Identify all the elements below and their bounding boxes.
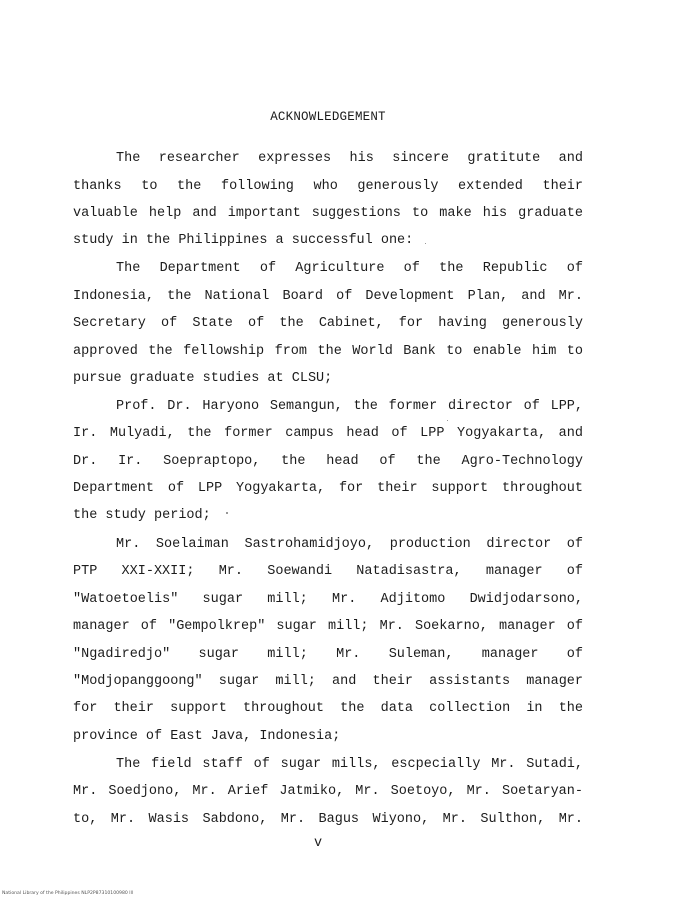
text-line: approved the fellowship from the World Bank to enable him to	[73, 344, 583, 359]
text-line: Mr. Soelaiman Sastrohamidjoyo, production director of	[116, 537, 583, 552]
text-line: The Department of Agriculture of the Republic of	[116, 261, 583, 276]
scan-speck	[226, 512, 228, 514]
text-line: the study period;	[73, 508, 211, 523]
scan-speck	[425, 243, 426, 244]
text-line: for their support throughout the data collection in the	[73, 701, 583, 716]
text-line: The researcher expresses his sincere gratitute and	[116, 151, 583, 166]
library-footer: National Library of the Philippines NLP2P87310100980 lll	[2, 891, 134, 896]
text-line: Dr. Ir. Soepraptopo, the head of the Agro-Technology	[73, 454, 583, 469]
text-line: "Modjopanggoong" sugar mill; and their assistants manager	[73, 674, 583, 689]
text-line: study in the Philippines a successful one:	[73, 233, 414, 248]
text-line: Indonesia, the National Board of Development Plan, and Mr.	[73, 289, 583, 304]
text-line: "Ngadiredjo" sugar mill; Mr. Suleman, manager of	[73, 647, 583, 662]
text-line: Ir. Mulyadi, the former campus head of LPP Yogyakarta, and	[73, 426, 583, 441]
page-title: ACKNOWLEDGEMENT	[270, 110, 386, 124]
text-line: valuable help and important suggestions to make his graduate	[73, 206, 583, 221]
text-line: Prof. Dr. Haryono Semangun, the former director of LPP,	[116, 399, 583, 414]
text-line: PTP XXI-XXII; Mr. Soewandi Natadisastra, manager of	[73, 564, 583, 579]
text-line: The field staff of sugar mills, escpecially Mr. Sutadi,	[116, 757, 583, 772]
scan-speck	[447, 420, 448, 421]
text-line: pursue graduate studies at CLSU;	[73, 371, 333, 386]
text-line: Mr. Soedjono, Mr. Arief Jatmiko, Mr. Soetoyo, Mr. Soetaryan-	[73, 784, 583, 799]
text-line: Department of LPP Yogyakarta, for their support throughout	[73, 481, 583, 496]
text-line: manager of "Gempolkrep" sugar mill; Mr. Soekarno, manager of	[73, 619, 583, 634]
text-line: "Watoetoelis" sugar mill; Mr. Adjitomo Dwidjodarsono,	[73, 592, 583, 607]
text-line: Secretary of State of the Cabinet, for having generously	[73, 316, 583, 331]
text-line: to, Mr. Wasis Sabdono, Mr. Bagus Wiyono, Mr. Sulthon, Mr.	[73, 812, 583, 827]
text-line: thanks to the following who generously extended their	[73, 179, 583, 194]
page-number: v	[314, 836, 323, 851]
text-line: province of East Java, Indonesia;	[73, 729, 341, 744]
